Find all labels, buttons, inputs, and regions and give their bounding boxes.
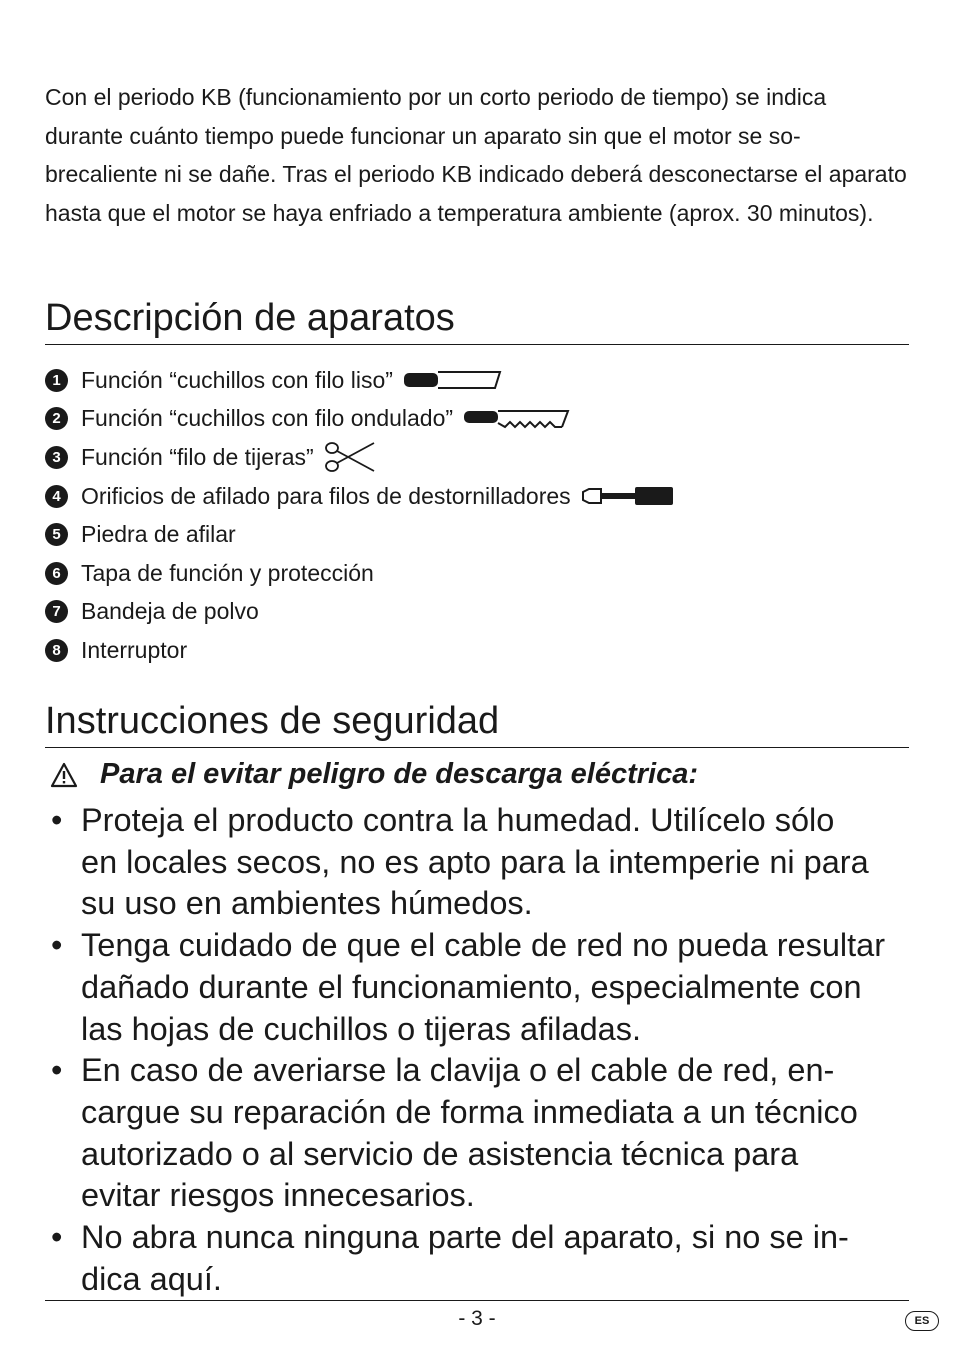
item-number: 2 bbox=[45, 407, 68, 430]
bullet-line: evitar riesgos innecesarios. bbox=[81, 1177, 475, 1214]
component-item-3 bbox=[45, 438, 675, 477]
component-item-2 bbox=[45, 400, 675, 439]
item-label: Interruptor bbox=[81, 636, 188, 663]
bullet-line: En caso de averiarse la clavija o el cable de red, en- bbox=[81, 1052, 835, 1089]
bullet-line: su uso en ambientes húmedos. bbox=[81, 885, 533, 922]
item-label: Piedra de afilar bbox=[81, 521, 236, 548]
item-number: 5 bbox=[45, 523, 68, 546]
bullet-line: Proteja el producto contra la humedad. Utilícelo sólo bbox=[81, 802, 835, 838]
bullet-line: dica aquí. bbox=[81, 1260, 222, 1297]
safety-bullet-list bbox=[45, 800, 915, 1300]
bullet-line: autorizado o al servicio de asistencia técnica para bbox=[81, 1135, 799, 1172]
bullet-line: cargue su reparación de forma inmediata a un técnico bbox=[81, 1093, 858, 1130]
item-label: Orificios de afilado para filos de destornilladores bbox=[81, 482, 571, 509]
warning-heading bbox=[50, 758, 698, 791]
item-number: 8 bbox=[45, 639, 68, 662]
safety-bullet bbox=[45, 1050, 915, 1217]
smooth-knife-icon bbox=[403, 369, 503, 391]
safety-bullet bbox=[45, 1217, 915, 1300]
bullet-line: No abra nunca ninguna parte del aparato, si no se in- bbox=[81, 1219, 849, 1256]
component-item-8 bbox=[45, 631, 675, 670]
safety-bullet bbox=[45, 800, 915, 925]
item-number: 3 bbox=[45, 446, 68, 469]
item-label: Función “cuchillos con filo liso” bbox=[81, 366, 393, 393]
screwdriver-icon bbox=[581, 485, 675, 507]
bullet-dot: • bbox=[51, 927, 63, 964]
item-number: 4 bbox=[45, 485, 68, 508]
item-label: Bandeja de polvo bbox=[81, 598, 259, 625]
item-label: Función “filo de tijeras” bbox=[81, 443, 314, 470]
bullet-dot: • bbox=[51, 1052, 63, 1089]
component-list bbox=[45, 361, 675, 670]
bullet-dot: • bbox=[51, 802, 63, 838]
item-label: Función “cuchillos con filo ondulado” bbox=[81, 405, 454, 432]
component-item-5 bbox=[45, 515, 675, 554]
warning-triangle-icon bbox=[50, 762, 78, 788]
bullet-line: dañado durante el funcionamiento, especialmente con bbox=[81, 968, 862, 1005]
bullet-line: Tenga cuidado de que el cable de red no pueda resultar bbox=[81, 927, 886, 964]
warning-title: Para el evitar peligro de descarga eléctrica: bbox=[100, 758, 699, 790]
page-number: - 3 - bbox=[458, 1307, 496, 1330]
component-item-6 bbox=[45, 554, 675, 593]
scissors-icon bbox=[324, 439, 376, 475]
section-heading-description: Descripción de aparatos bbox=[45, 296, 909, 345]
bullet-dot: • bbox=[51, 1219, 63, 1256]
bullet-line: las hojas de cuchillos o tijeras afiladas. bbox=[81, 1010, 642, 1047]
section-heading-safety: Instrucciones de seguridad bbox=[45, 699, 909, 748]
serrated-knife-icon bbox=[463, 408, 571, 430]
item-number: 7 bbox=[45, 600, 68, 623]
item-number: 1 bbox=[45, 369, 68, 392]
item-label: Tapa de función y protección bbox=[81, 559, 374, 586]
footer-divider bbox=[45, 1300, 909, 1301]
component-item-4 bbox=[45, 477, 675, 516]
intro-paragraph: Con el periodo KB (funcionamiento por un corto periodo de tiempo) se indica durante cuánto tiempo puede funcionar un aparato sin que el motor se so-brecaliente ni se dañe. Tras el periodo KB indicado deberá desconectarse el aparato hasta que el motor se haya enfriado a temperatura ambiente (aprox. 30 minutos). bbox=[45, 84, 907, 226]
language-badge: ES bbox=[905, 1311, 939, 1331]
bullet-line: en locales secos, no es apto para la intemperie ni para bbox=[81, 843, 869, 880]
component-item-7 bbox=[45, 593, 675, 632]
safety-bullet bbox=[45, 925, 915, 1050]
item-number: 6 bbox=[45, 562, 68, 585]
component-item-1 bbox=[45, 361, 675, 400]
